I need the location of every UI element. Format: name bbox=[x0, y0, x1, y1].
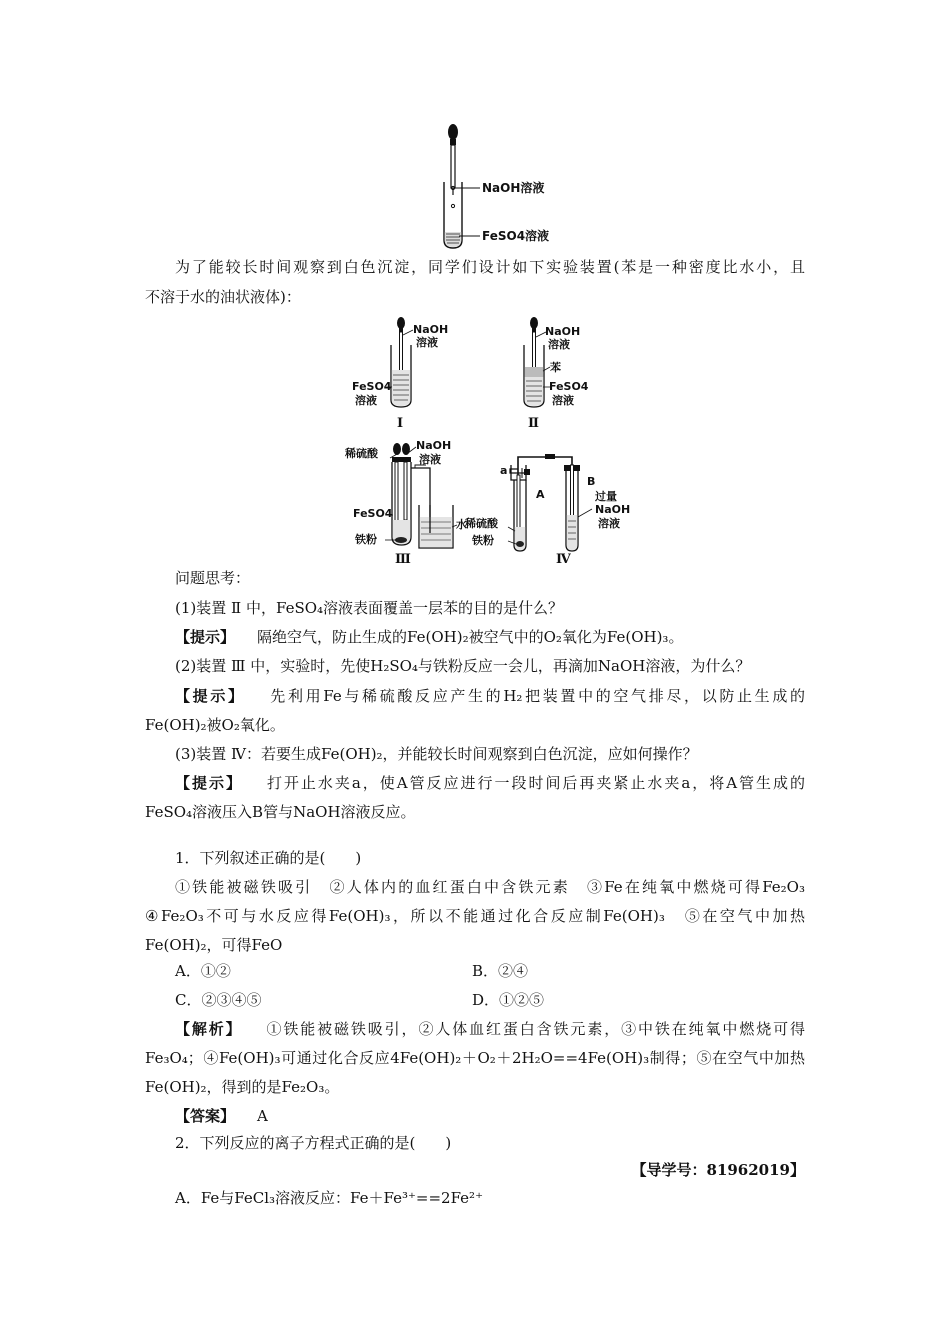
figure-apparatus bbox=[340, 315, 640, 570]
intro-line-1: 为了能较长时间观察到白色沉淀，同学们设计如下实验装置(苯是一种密度比水小，且 bbox=[175, 258, 805, 276]
hint-2-text-a: 先利用Fe与稀硫酸反应产生的H₂把装置中的空气排尽，以防止生成的 bbox=[267, 687, 805, 705]
questions-heading: 问题思考： bbox=[175, 569, 251, 587]
svg-text:溶液: 溶液 bbox=[419, 453, 441, 466]
explanation-line-3: Fe(OH)₂，得到的是Fe₂O₃。 bbox=[145, 1078, 340, 1096]
svg-text:稀硫酸: 稀硫酸 bbox=[345, 447, 378, 460]
apparatus-I bbox=[352, 317, 448, 431]
dropper-tube bbox=[451, 145, 455, 188]
svg-text:铁粉: 铁粉 bbox=[355, 533, 377, 546]
svg-text:铁粉: 铁粉 bbox=[472, 534, 494, 547]
option-c: C．②③④⑤ bbox=[175, 991, 262, 1009]
exercise-1-line-1: ①铁能被磁铁吸引 ②人体内的血红蛋白中含铁元素 ③Fe在纯氧中燃烧可得Fe₂O₃ bbox=[175, 878, 805, 896]
hint-2-line-2: Fe(OH)₂被O₂氧化。 bbox=[145, 716, 285, 734]
svg-text:溶液: 溶液 bbox=[548, 338, 570, 351]
explanation-line-2: Fe₃O₄；④Fe(OH)₃可通过化合反应4Fe(OH)₂＋O₂＋2H₂O==4Fe(OH)₃制得；⑤在空气中加热 bbox=[145, 1049, 805, 1067]
explanation-line-1 bbox=[175, 1019, 805, 1039]
hint-1 bbox=[175, 627, 835, 647]
svg-text:A: A bbox=[536, 488, 545, 501]
exercise-1-line-2: ④Fe₂O₃不可与水反应得Fe(OH)₃，所以不能通过化合反应制Fe(OH)₃ ⑤在空气中加热 bbox=[145, 907, 805, 925]
exercise-1-stem: 1．下列叙述正确的是( ) bbox=[175, 849, 362, 867]
svg-text:NaOH: NaOH bbox=[416, 439, 452, 452]
question-1: (1)装置 Ⅱ 中，FeSO₄溶液表面覆盖一层苯的目的是什么？ bbox=[175, 599, 564, 617]
option-b: B．②④ bbox=[472, 962, 529, 980]
svg-text:NaOH: NaOH bbox=[413, 323, 449, 336]
svg-text:Ⅱ: Ⅱ bbox=[528, 416, 539, 431]
question-3: (3)装置 Ⅳ：若要生成Fe(OH)₂，并能较长时间观察到白色沉淀，应如何操作？ bbox=[175, 745, 698, 763]
svg-text:苯: 苯 bbox=[550, 361, 561, 374]
svg-text:NaOH: NaOH bbox=[545, 325, 581, 338]
hint-tag: 【提示】 bbox=[175, 687, 246, 705]
svg-text:溶液: 溶液 bbox=[355, 394, 377, 407]
hint-2-line-1 bbox=[175, 686, 805, 706]
hint-3-line-1 bbox=[175, 773, 805, 793]
svg-text:NaOH: NaOH bbox=[595, 503, 631, 516]
figure-dropper-test-tube bbox=[425, 120, 555, 252]
svg-text:B: B bbox=[587, 475, 596, 488]
svg-text:FeSO4: FeSO4 bbox=[549, 380, 589, 393]
exercise-2-stem: 2．下列反应的离子方程式正确的是( ) bbox=[175, 1134, 452, 1152]
guide-number: 【导学号：81962019】 bbox=[631, 1161, 805, 1179]
explanation-tag: 【解析】 bbox=[175, 1020, 243, 1038]
intro-line-2: 不溶于水的油状液体)： bbox=[145, 288, 301, 306]
svg-text:Ⅰ: Ⅰ bbox=[397, 416, 404, 431]
dropper-bulb bbox=[448, 124, 458, 140]
answer-value: A bbox=[257, 1107, 268, 1125]
hint-tag: 【提示】 bbox=[175, 774, 243, 792]
hint-3-text-a: 打开止水夹a，使A管反应进行一段时间后再夹紧止水夹a，将A管生成的 bbox=[264, 774, 805, 792]
apparatus-II bbox=[524, 317, 589, 431]
svg-text:溶液: 溶液 bbox=[416, 336, 438, 349]
label-feso4: FeSO4溶液 bbox=[482, 229, 550, 243]
apparatus-III bbox=[344, 439, 467, 567]
exercise-2-option-a: A．Fe与FeCl₃溶液反应：Fe＋Fe³⁺==2Fe²⁺ bbox=[175, 1189, 483, 1207]
svg-text:稀硫酸: 稀硫酸 bbox=[465, 517, 498, 530]
answer-line bbox=[175, 1106, 835, 1126]
svg-text:a: a bbox=[500, 464, 508, 477]
dropper-neck bbox=[450, 139, 456, 145]
exercise-1-line-3: Fe(OH)₂，可得FeO bbox=[145, 936, 283, 954]
answer-tag: 【答案】 bbox=[175, 1107, 236, 1125]
hint-tag: 【提示】 bbox=[175, 628, 236, 646]
svg-text:Ⅲ: Ⅲ bbox=[395, 552, 411, 567]
hint-3-line-2: FeSO₄溶液压入B管与NaOH溶液反应。 bbox=[145, 803, 416, 821]
svg-text:Ⅳ: Ⅳ bbox=[556, 552, 571, 567]
svg-text:过量: 过量 bbox=[595, 490, 617, 503]
option-d: D．①②⑤ bbox=[472, 991, 545, 1009]
svg-text:溶液: 溶液 bbox=[552, 394, 574, 407]
option-a: A．①② bbox=[175, 962, 231, 980]
apparatus-IV bbox=[464, 454, 630, 567]
svg-text:溶液: 溶液 bbox=[598, 517, 620, 530]
svg-text:水: 水 bbox=[456, 518, 467, 531]
question-2: (2)装置 Ⅲ 中，实验时，先使H₂SO₄与铁粉反应一会儿，再滴加NaOH溶液，为什么？ bbox=[175, 657, 751, 675]
svg-text:FeSO4: FeSO4 bbox=[352, 380, 392, 393]
hint-1-text: 隔绝空气，防止生成的Fe(OH)₂被空气中的O₂氧化为Fe(OH)₃。 bbox=[257, 628, 684, 646]
svg-text:FeSO4: FeSO4 bbox=[353, 507, 393, 520]
explanation-text-1: ①铁能被磁铁吸引，②人体血红蛋白含铁元素，③中铁在纯氧中燃烧可得 bbox=[264, 1020, 805, 1038]
label-naoh: NaOH溶液 bbox=[482, 181, 545, 195]
